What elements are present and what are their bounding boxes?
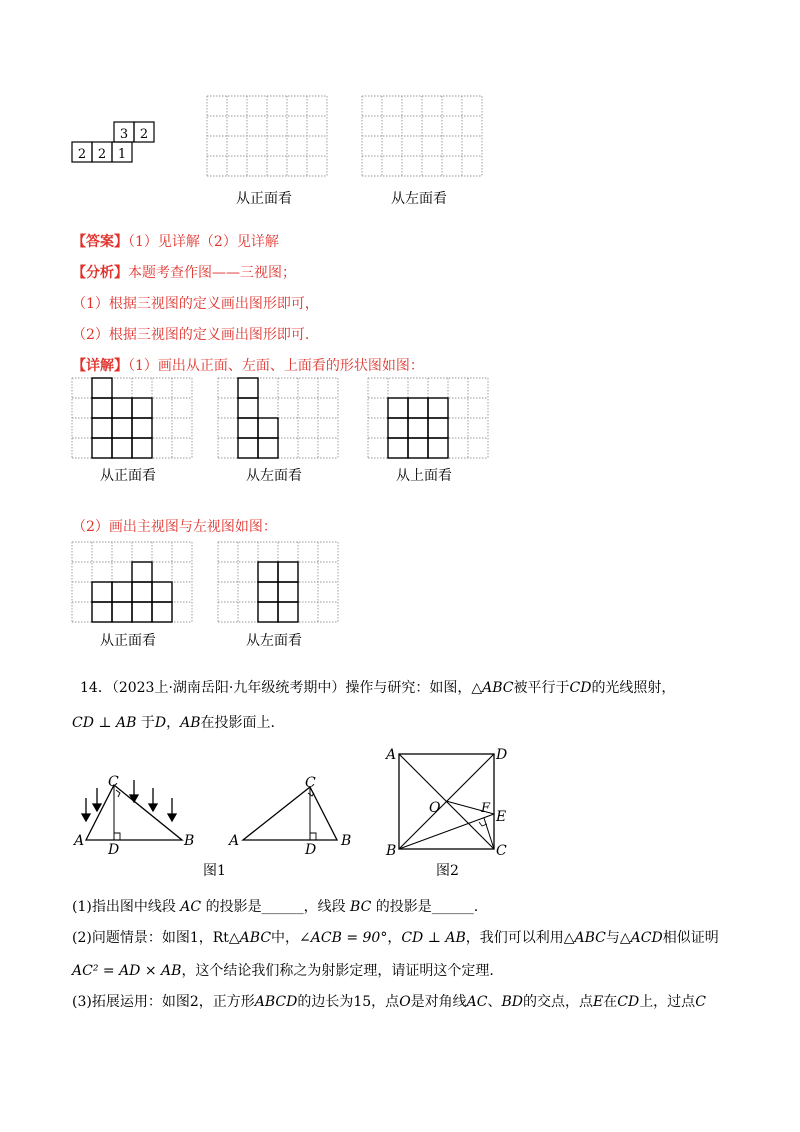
analysis-text: 本题考查作图——三视图； [128, 265, 296, 281]
q2-text-d: ，我们可以利用 [465, 930, 564, 946]
q14-comma: ， [166, 715, 181, 731]
q2-triangle-acd: △ACD [619, 930, 663, 946]
q3-text-a: (3)拓展运用：如图2，正方形 [72, 994, 255, 1010]
analysis-step-1: （1）根据三视图的定义画出图形即可， [72, 296, 319, 312]
q1-ac: AC [180, 899, 202, 915]
q3-text-b: 的边长为15，点 [297, 994, 400, 1010]
q14-ab: AB [180, 715, 201, 731]
top-cell-2: 2 [139, 127, 149, 142]
fig1b-label-b: B [341, 833, 352, 849]
q2-angle: ∠ACB = 90° [299, 930, 388, 946]
q1-text-b: 的投影是______，线段 [205, 899, 346, 915]
main-view-grid [70, 541, 196, 623]
q2-text-a: (2)问题情景：如图1，Rt△ [72, 930, 240, 946]
q2-formula: AC² = AD × AB [72, 963, 182, 979]
q3-cd: CD [617, 994, 640, 1010]
fig1a-label-b: B [184, 833, 195, 849]
q14-intro-2: 被平行于 [513, 680, 570, 696]
answer-line [72, 233, 279, 251]
q14-line-2 [72, 714, 275, 732]
fig2-label-a: A [386, 747, 397, 763]
analysis-step-2: （2）根据三视图的定义画出图形即可. [72, 327, 310, 343]
fig1a-label-c: C [108, 774, 119, 790]
q2-text-c: ， [387, 930, 402, 946]
bottom-cell-2: 2 [97, 147, 107, 162]
q14-number: 14． [80, 680, 112, 696]
blank-grid-left [360, 95, 486, 177]
sub-question-2-cont [72, 962, 494, 980]
caption-view-left: 从左面看 [246, 468, 302, 484]
view-top-grid [366, 377, 492, 459]
analysis-line [72, 264, 296, 282]
figure-1b-triangle [225, 770, 360, 858]
q3-bd: BD [501, 994, 524, 1010]
fig1a-label-d: D [108, 842, 120, 858]
view-left-grid [216, 377, 342, 459]
analysis-label: 【分析】 [72, 265, 128, 281]
caption-left-blank: 从左面看 [391, 191, 447, 207]
fig1-caption: 图1 [203, 863, 226, 879]
detail-line [72, 357, 424, 375]
q1-text-c: 的投影是______. [375, 899, 479, 915]
fig1a-label-a: A [74, 833, 85, 849]
view-front-grid [70, 377, 196, 459]
side-view-grid [216, 541, 342, 623]
answer-label: 【答案】 [72, 234, 128, 250]
q3-text-c: 是对角线 [410, 994, 467, 1010]
caption-front-blank: 从正面看 [236, 191, 292, 207]
q3-text-d: 、 [487, 994, 502, 1010]
q3-o: O [399, 994, 411, 1010]
fig2-label-o: O [429, 800, 441, 816]
q3-ac: AC [466, 994, 488, 1010]
q14-point-d: D [154, 715, 167, 731]
top-cell-1: 3 [119, 127, 129, 142]
q14-line-1 [80, 679, 675, 697]
fig2-label-c: C [496, 843, 507, 859]
q2-text-b: 中， [271, 930, 300, 946]
q3-text-f: 在 [603, 994, 618, 1010]
answer-text: （1）见详解（2）见详解 [128, 234, 279, 250]
q1-bc: BC [350, 899, 372, 915]
q14-cd: CD [569, 680, 592, 696]
fig2-label-f: F [481, 801, 491, 816]
q3-abcd: ABCD [254, 994, 298, 1010]
q2-triangle-abc: △ABC [563, 930, 606, 946]
detail-part-2: （2）画出主视图与左视图如图： [72, 519, 277, 535]
detail-label: 【详解】 [72, 358, 128, 374]
q2-text-g: ，这个结论我们称之为射影定理，请证明这个定理. [181, 963, 494, 979]
fig2-label-d: D [496, 747, 508, 763]
q2-text-f: 相似证明 [662, 930, 719, 946]
q2-text-e: 与 [605, 930, 620, 946]
q3-text-g: 上，过点 [639, 994, 696, 1010]
fig1b-label-a: A [229, 833, 240, 849]
q14-intro: 操作与研究：如图， [345, 680, 472, 696]
q3-c: C [695, 994, 706, 1010]
fig1b-label-c: C [305, 775, 316, 791]
bottom-cell-1: 2 [77, 147, 87, 162]
q3-text-e: 的交点，点 [523, 994, 594, 1010]
top-view-count-diagram [68, 120, 168, 170]
sub-question-1 [72, 898, 478, 916]
q3-e: E [593, 994, 604, 1010]
caption-main-view: 从正面看 [100, 633, 156, 649]
fig2-label-e: E [496, 809, 507, 825]
caption-view-top: 从上面看 [396, 468, 452, 484]
q1-text-a: (1)指出图中线段 [72, 899, 176, 915]
detail-text: （1）画出从正面、左面、上面看的形状图如图： [128, 358, 424, 374]
q2-perp: CD ⊥ AB [401, 930, 466, 946]
q14-surface: 在投影面上. [200, 715, 275, 731]
sub-question-2 [72, 929, 719, 947]
bottom-cell-3: 1 [117, 147, 127, 162]
fig2-caption: 图2 [436, 863, 459, 879]
q14-source: （2023上·湖南岳阳·九年级统考期中） [111, 680, 346, 696]
fig1b-label-d: D [305, 842, 317, 858]
q2-abc: ABC [239, 930, 272, 946]
q14-intro-3: 的光线照射， [591, 680, 676, 696]
sub-question-3 [72, 993, 706, 1011]
q14-triangle: △ABC [471, 680, 514, 696]
figure-2-square [382, 742, 512, 860]
q14-perp: CD ⊥ AB [72, 715, 137, 731]
blank-grid-front [205, 95, 331, 177]
caption-side-view: 从左面看 [246, 633, 302, 649]
q14-at: 于 [140, 715, 155, 731]
figure-1a-triangle-light [72, 770, 212, 858]
caption-view-front: 从正面看 [100, 468, 156, 484]
fig2-label-b: B [386, 843, 397, 859]
